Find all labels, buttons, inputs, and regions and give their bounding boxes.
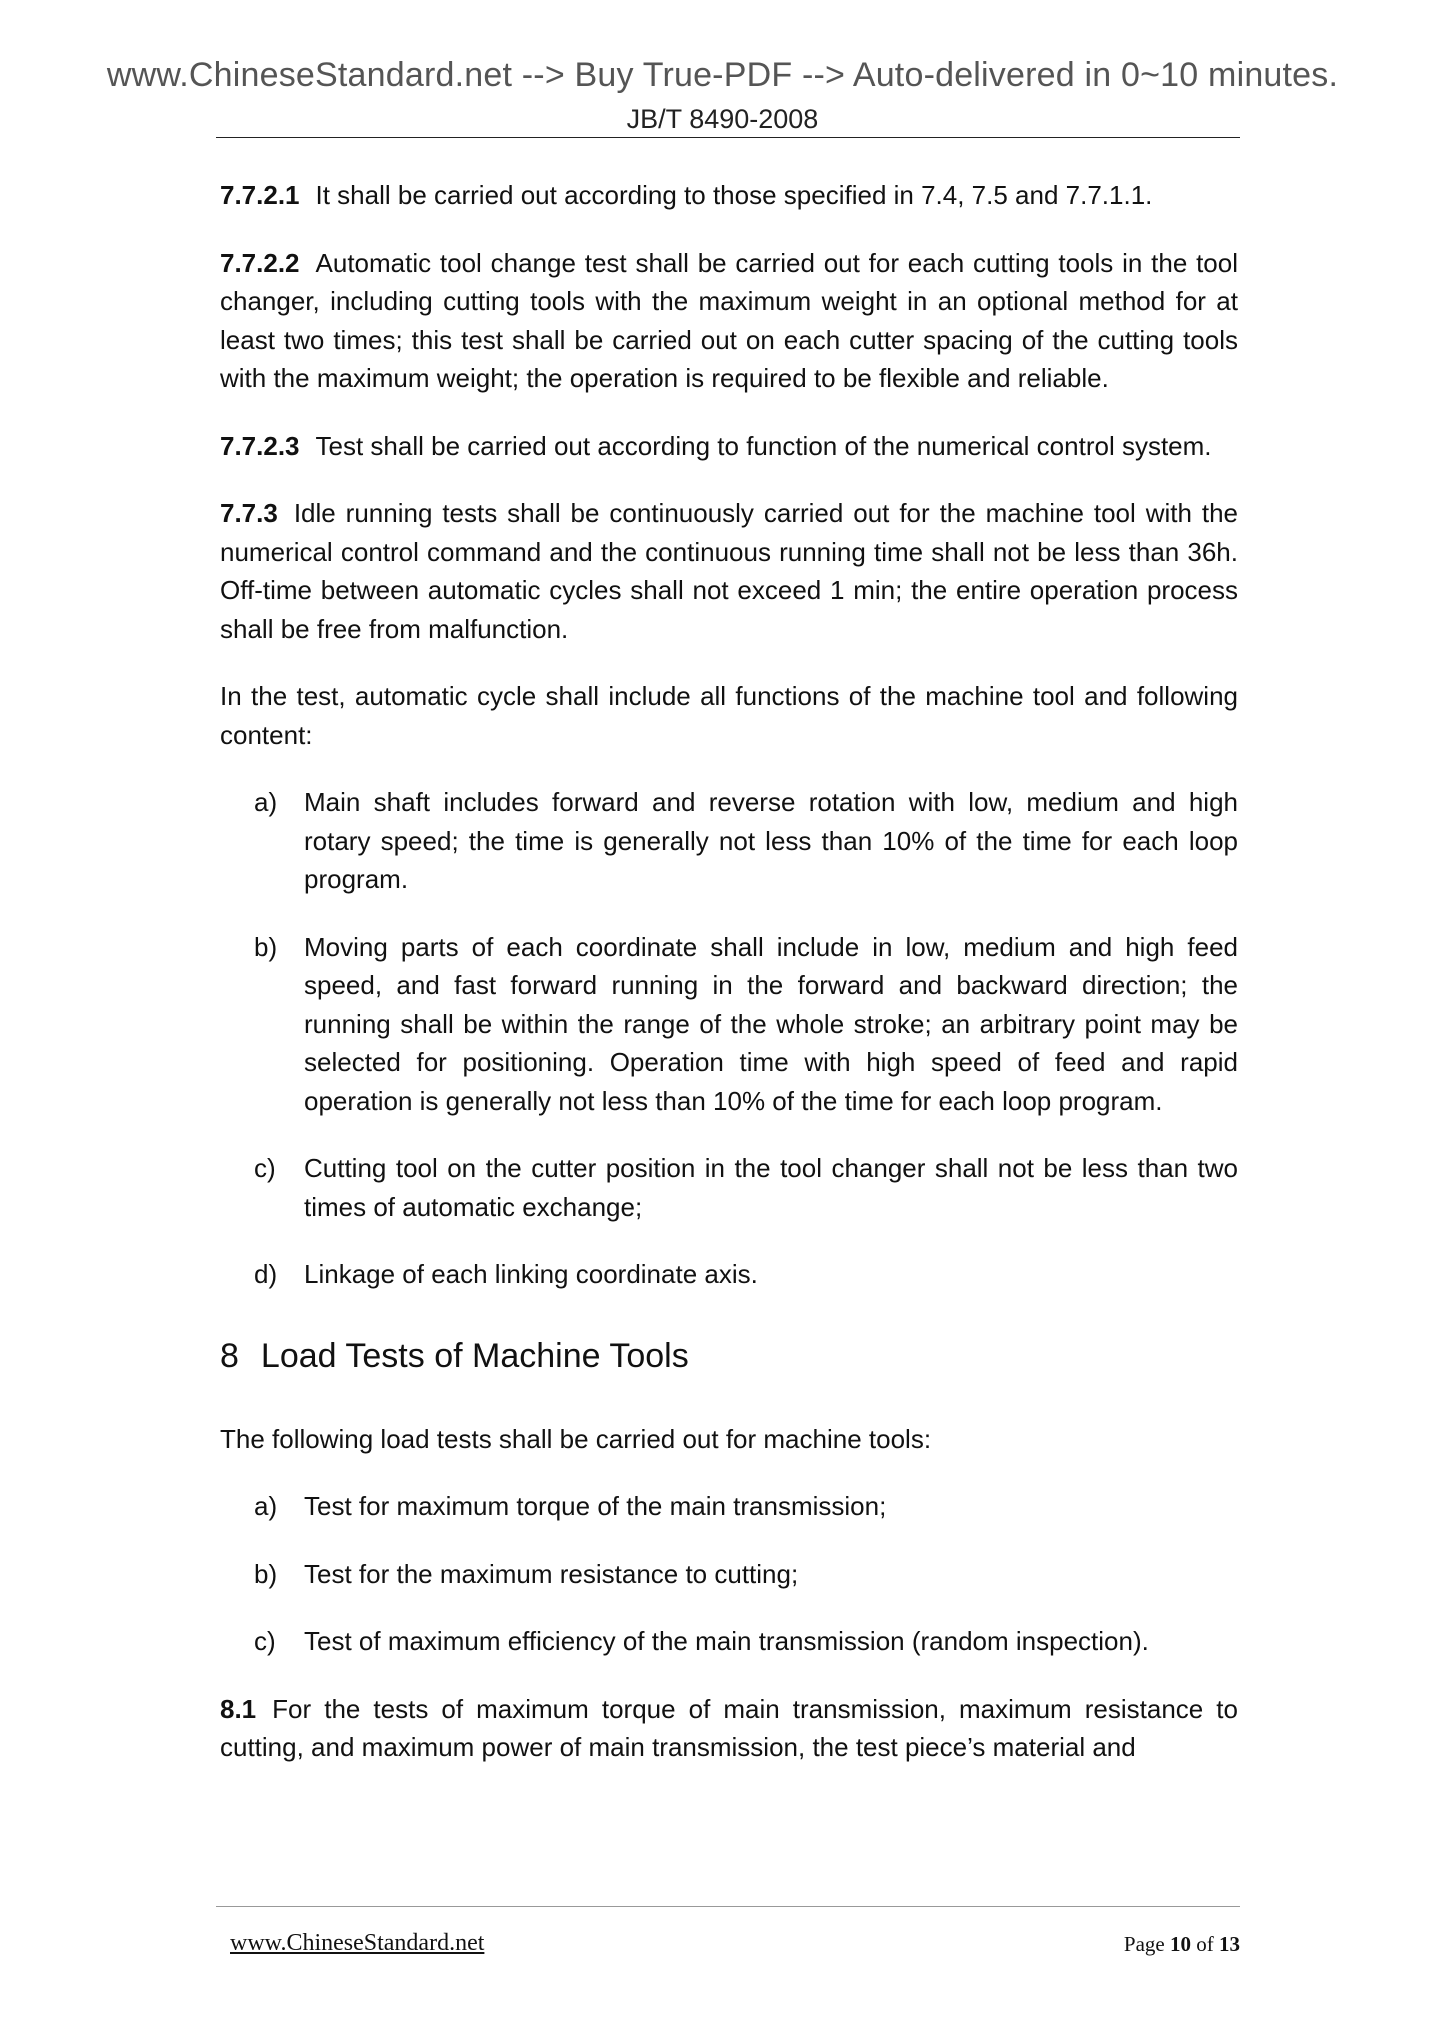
clause-number: 7.7.3 <box>220 498 278 528</box>
clause-7-7-3 <box>220 494 1238 648</box>
clause-number: 7.7.2.1 <box>220 180 300 210</box>
list-item <box>220 1255 1238 1294</box>
list-item <box>220 1487 1238 1526</box>
page-of: of <box>1196 1932 1214 1956</box>
section-heading <box>220 1336 1238 1376</box>
list-item-label: c) <box>254 1153 276 1183</box>
list-item <box>220 1555 1238 1594</box>
clause-number: 8.1 <box>220 1693 257 1724</box>
page-indicator <box>1124 1932 1240 1957</box>
section-title: Load Tests of Machine Tools <box>260 1336 689 1375</box>
list-item <box>220 928 1238 1121</box>
clause-text: Test shall be carried out according to function of the numerical control system. <box>315 430 1212 461</box>
list-item-label: b) <box>254 931 278 962</box>
list-item-label: b) <box>254 1558 278 1589</box>
list-item-label: c) <box>254 1626 276 1656</box>
clause-text: Idle running tests shall be continuously carried out for the machine tool with the numerical control command and the continuous running time shall not be less than 36h. Off-time between automatic cycles shall not exceed 1 min; the entire operation process shall be free from malfunction. <box>220 498 1238 644</box>
page-current: 10 <box>1170 1932 1191 1956</box>
clause-7-7-2-3 <box>220 427 1238 466</box>
cycle-intro: In the test, automatic cycle shall include all functions of the machine tool and following content: <box>220 681 1238 750</box>
footer-divider <box>216 1906 1240 1907</box>
clause-7-7-2-1 <box>220 176 1238 215</box>
list-item <box>220 1149 1238 1226</box>
list-item-text: Linkage of each linking coordinate axis. <box>304 1259 758 1289</box>
header-banner[interactable]: www.ChineseStandard.net --> Buy True-PDF --> Auto-delivered in 0~10 minutes. <box>106 56 1339 94</box>
list-item-text: Test for the maximum resistance to cutting; <box>304 1558 799 1589</box>
list-item-text: Main shaft includes forward and reverse rotation with low, medium and high rotary speed; the time is generally not less than 10% of the time for each loop program. <box>304 787 1238 894</box>
list-item-text: Moving parts of each coordinate shall include in low, medium and high feed speed, and fast forward running in the forward and backward direction; the running shall be within the range of the whole stroke; an arbitrary point may be selected for positioning. Operation time with high speed of feed and rapid operation is generally not less than 10% of the time for each loop program. <box>304 931 1238 1116</box>
list-item-label: d) <box>254 1259 278 1289</box>
document-body <box>220 176 1238 1796</box>
clause-8-1 <box>220 1690 1238 1767</box>
list-item-text: Test of maximum efficiency of the main transmission (random inspection). <box>304 1626 1149 1656</box>
list-item <box>220 783 1238 899</box>
clause-text: It shall be carried out according to those specified in 7.4, 7.5 and 7.7.1.1. <box>315 180 1153 210</box>
page-total: 13 <box>1219 1932 1240 1956</box>
list-item <box>220 1622 1238 1661</box>
clause-text: Automatic tool change test shall be carried out for each cutting tools in the tool changer, including cutting tools with the maximum weight in an optional method for at least two times; this test shall be carried out on each cutter spacing of the cutting tools with the maximum weight; the operation is required to be flexible and reliable. <box>220 247 1238 393</box>
list-item-label: a) <box>254 787 278 817</box>
header-divider <box>216 137 1240 138</box>
standard-code: JB/T 8490-2008 <box>626 104 819 134</box>
footer-link[interactable]: www.ChineseStandard.net <box>230 1930 485 1956</box>
clause-number: 7.7.2.3 <box>220 430 300 461</box>
section-number: 8 <box>220 1336 239 1375</box>
clause-number: 7.7.2.2 <box>220 247 300 278</box>
clause-7-7-2-2 <box>220 244 1238 398</box>
load-intro: The following load tests shall be carried out for machine tools: <box>220 1423 932 1454</box>
list-item-text: Cutting tool on the cutter position in the tool changer shall not be less than two times of automatic exchange; <box>304 1153 1238 1222</box>
list-item-label: a) <box>254 1491 278 1521</box>
list-item-text: Test for maximum torque of the main transmission; <box>304 1491 887 1521</box>
page-word: Page <box>1123 1932 1165 1956</box>
clause-text: For the tests of maximum torque of main transmission, maximum resistance to cutting, and maximum power of main transmission, the test piece’s material and <box>220 1693 1238 1762</box>
